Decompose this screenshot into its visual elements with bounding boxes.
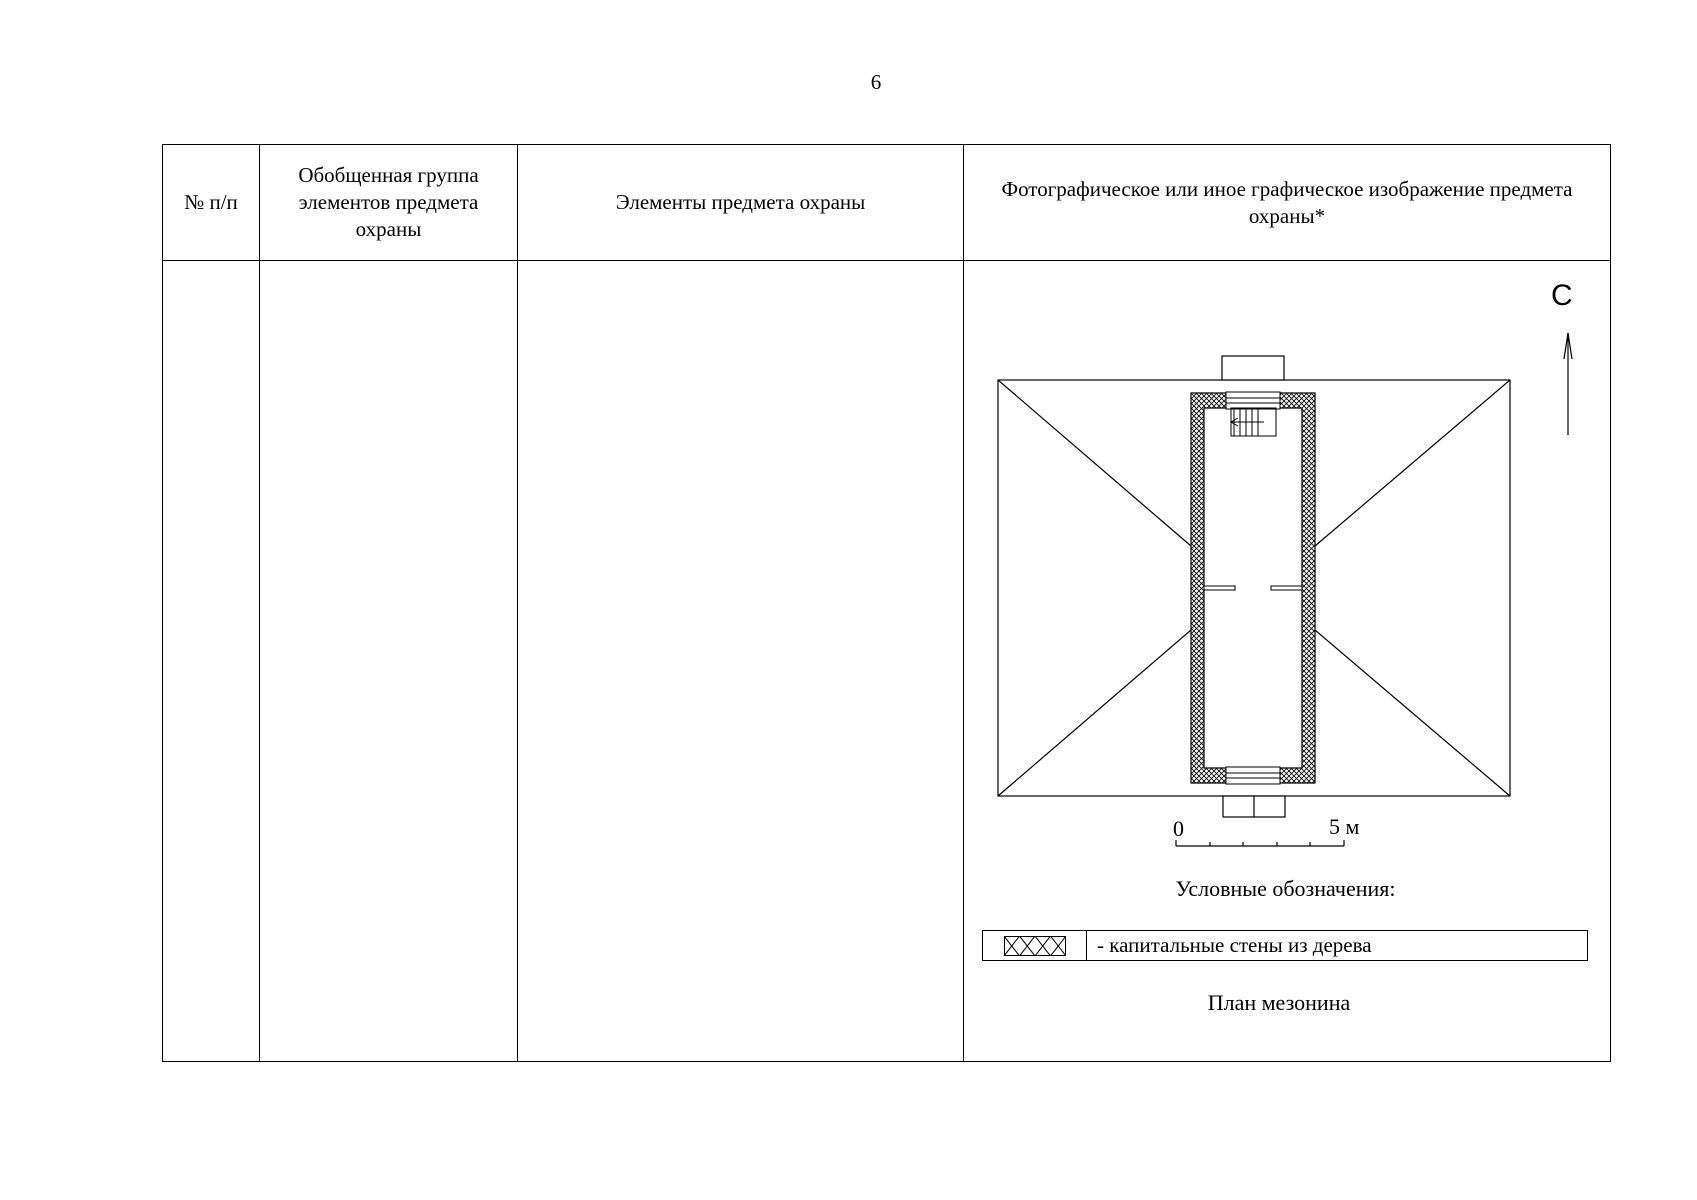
cell-group [260,261,518,1062]
table-row [163,261,1611,1062]
bottom-projection [1223,796,1285,817]
table-header-row [163,145,1611,261]
cell-elements [518,261,964,1062]
crosshatch-swatch-icon [983,931,1087,960]
legend-item [982,930,1588,961]
north-label: С [1551,279,1573,312]
header-num: № п/п [163,145,260,261]
staircase [1231,408,1276,436]
scale-end-label: 5 м [1329,814,1360,839]
scale-start-label: 0 [1173,816,1184,841]
top-projection [1222,356,1284,380]
protection-table [162,144,1611,1062]
page-number: 6 [870,70,882,94]
partition-stubs [1204,586,1302,590]
header-elements: Элементы предмета охраны [518,145,964,261]
roof-outline [998,380,1510,796]
header-image: Фотографическое или иное графическое изображение предмета охраны* [964,145,1611,261]
north-arrow-icon [1564,333,1572,435]
header-group: Обобщенная группа элементов предмета охраны [260,145,518,261]
drawing-caption: План мезонина [1207,990,1351,1015]
legend-item-label: - капитальные стены из дерева [1097,933,1372,957]
cell-num [163,261,260,1062]
scale-bar [1176,840,1344,846]
legend-title: Условные обозначения: [1175,876,1396,901]
cell-image [964,261,1611,1062]
